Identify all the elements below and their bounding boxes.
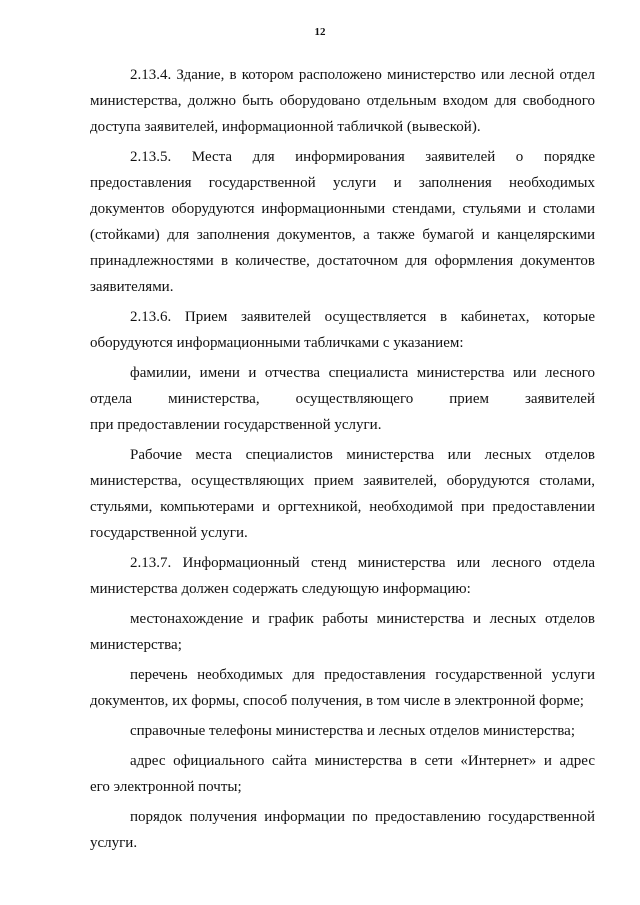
text-line: министерства, должно быть оборудовано отдельным входом для свободного xyxy=(90,93,595,109)
text-line: его электронной почты; xyxy=(90,779,242,795)
text-line: местонахождение и график работы министерства и лесных отделов xyxy=(130,611,595,627)
text-line: 2.13.7. Информационный стенд министерства или лесного отдела xyxy=(130,555,595,571)
text-line: 2.13.4. Здание, в котором расположено министерство или лесной отдел xyxy=(130,67,595,83)
text-line: доступа заявителей, информационной табличкой (вывеской). xyxy=(90,119,481,135)
paragraph xyxy=(90,360,595,438)
page-number: 12 xyxy=(314,26,326,38)
paragraph xyxy=(90,748,595,800)
text-line: министерства, осуществляющих прием заявителей, оборудуются столами, xyxy=(90,473,595,489)
text-line: документов оборудуются информационными стендами, стульями и столами xyxy=(90,201,595,217)
paragraph xyxy=(90,442,595,546)
text-line: государственной услуги. xyxy=(90,525,248,541)
text-line: при предоставлении государственной услуги. xyxy=(90,417,382,433)
paragraph xyxy=(90,606,595,658)
text-line: услуги. xyxy=(90,835,138,851)
paragraph xyxy=(90,62,595,140)
text-line: фамилии, имени и отчества специалиста министерства или лесного xyxy=(130,365,595,381)
paragraph xyxy=(90,804,595,856)
text-line: Рабочие места специалистов министерства или лесных отделов xyxy=(130,447,595,463)
text-line: 2.13.5. Места для информирования заявителей о порядке xyxy=(130,149,595,165)
document-body xyxy=(90,62,595,860)
text-line: документов, их формы, способ получения, в том числе в электронной форме; xyxy=(90,693,584,709)
text-line: перечень необходимых для предоставления государственной услуги xyxy=(130,667,595,683)
text-line: порядок получения информации по предоставлению государственной xyxy=(130,809,595,825)
text-line: министерства; xyxy=(90,637,182,653)
text-line: заявителями. xyxy=(90,279,174,295)
paragraph xyxy=(90,718,595,744)
text-line: адрес официального сайта министерства в сети «Интернет» и адрес xyxy=(130,753,595,769)
text-line: принадлежностями в количестве, достаточном для оформления документов xyxy=(90,253,595,269)
text-line: министерства должен содержать следующую информацию: xyxy=(90,581,471,597)
paragraph xyxy=(90,304,595,356)
text-line: стульями, компьютерами и оргтехникой, необходимой при предоставлении xyxy=(90,499,595,515)
text-line: оборудуются информационными табличками с указанием: xyxy=(90,335,464,351)
text-line: справочные телефоны министерства и лесных отделов министерства; xyxy=(130,723,575,739)
paragraph xyxy=(90,550,595,602)
text-line: (стойками) для заполнения документов, а также бумагой и канцелярскими xyxy=(90,227,595,243)
paragraph xyxy=(90,662,595,714)
text-line: 2.13.6. Прием заявителей осуществляется в кабинетах, которые xyxy=(130,309,595,325)
text-line: предоставления государственной услуги и заполнения необходимых xyxy=(90,175,595,191)
text-line: отдела министерства, осуществляющего прием заявителей xyxy=(90,391,595,407)
paragraph xyxy=(90,144,595,300)
